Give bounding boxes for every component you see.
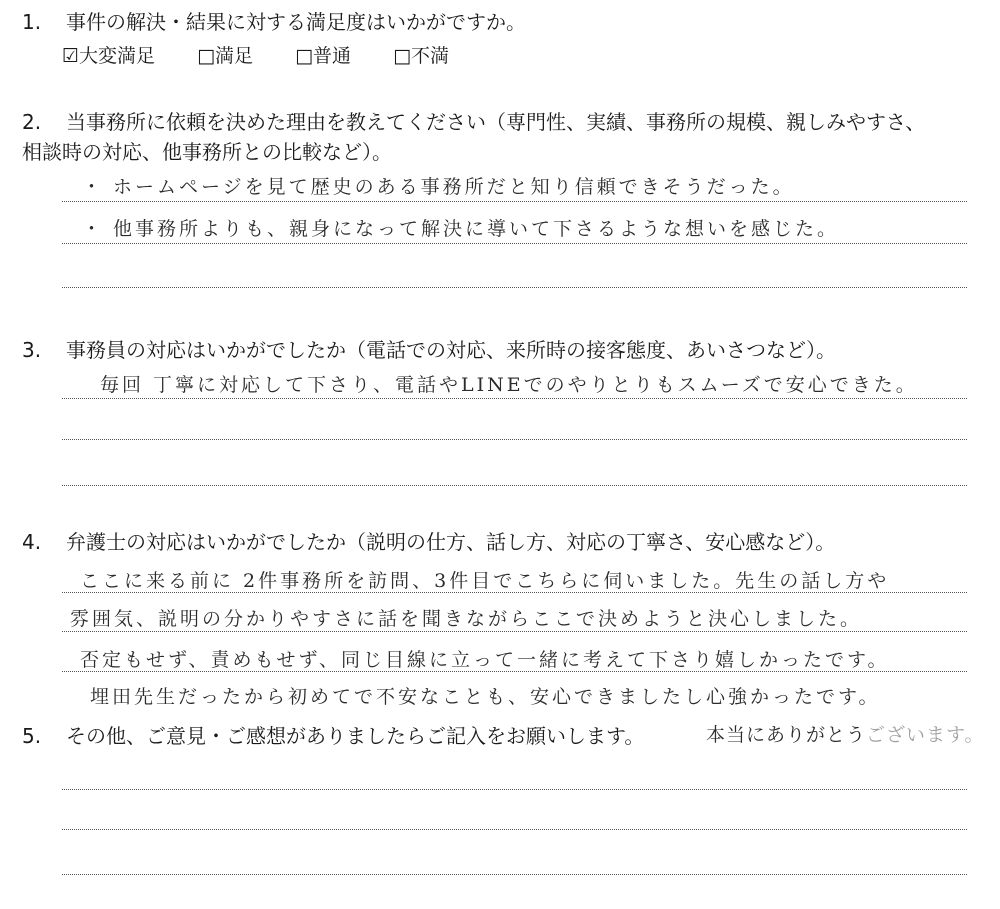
question-text: 当事務所に依頼を決めた理由を教えてください（専門性、実績、事務所の規模、親しみやすさ、 — [66, 110, 926, 134]
question-number: 3. — [22, 338, 42, 362]
handwritten-answer: 毎回 丁寧に対応して下さり、電話やLINEでのやりとりもスムーズで安心できた。 — [100, 374, 918, 396]
answer-line — [62, 671, 967, 672]
question-2-continued: 相談時の対応、他事務所との比較など）。 — [22, 140, 392, 164]
choice-satisfied: □満足 — [197, 45, 254, 67]
question-text: その他、ご意見・ご感想がありましたらご記入をお願いします。 — [66, 724, 645, 748]
choice-normal: □普通 — [295, 45, 352, 67]
question-text: 事件の解決・結果に対する満足度はいかがですか。 — [66, 10, 526, 34]
answer-line — [62, 631, 967, 632]
handwritten-answer: ここに来る前に 2件事務所を訪問、3件目でこちらに伺いました。先生の話し方や — [80, 570, 890, 592]
handwritten-answer: 雰囲気、説明の分かりやすさに話を聞きながらここで決めようと決心しました。 — [70, 608, 863, 630]
answer-line — [62, 398, 967, 399]
handwritten-answer — [706, 720, 985, 747]
satisfaction-choices — [62, 42, 485, 70]
question-number: 2. — [22, 110, 42, 134]
handwritten-answer-faded: ございます。 — [866, 724, 985, 746]
handwritten-answer: ・ 他事務所よりも、親身になって解決に導いて下さるような想いを感じた。 — [82, 218, 840, 240]
question-1 — [22, 8, 526, 36]
choice-very-satisfied: ☑大変満足 — [62, 45, 156, 67]
question-3 — [22, 336, 836, 364]
question-4 — [22, 528, 835, 556]
answer-line — [62, 287, 967, 288]
answer-line — [62, 243, 967, 244]
question-number: 5. — [22, 724, 42, 748]
answer-line — [62, 439, 967, 440]
answer-line — [62, 874, 967, 875]
question-number: 1. — [22, 10, 42, 34]
question-text: 事務員の対応はいかがでしたか（電話での対応、来所時の接客態度、あいさつなど）。 — [66, 338, 836, 362]
answer-line — [62, 201, 967, 202]
choice-unsatisfied: □不満 — [393, 45, 450, 67]
question-text: 弁護士の対応はいかがでしたか（説明の仕方、話し方、対応の丁寧さ、安心感など）。 — [66, 530, 836, 554]
answer-line — [62, 789, 967, 790]
question-5 — [22, 722, 644, 750]
question-number: 4. — [22, 530, 42, 554]
handwritten-answer: ・ ホームページを見て歴史のある事務所だと知り信頼できそうだった。 — [82, 176, 795, 198]
handwritten-answer-dark: 本当にありがとう — [706, 724, 867, 746]
handwritten-answer: 否定もせず、責めもせず、同じ目線に立って一緒に考えて下さり嬉しかったです。 — [80, 649, 890, 671]
question-2 — [22, 108, 925, 136]
answer-line — [62, 592, 967, 593]
answer-line — [62, 485, 967, 486]
handwritten-answer: 埋田先生だったから初めてで不安なことも、安心できましたし心強かったです。 — [90, 686, 881, 708]
answer-line — [62, 829, 967, 830]
